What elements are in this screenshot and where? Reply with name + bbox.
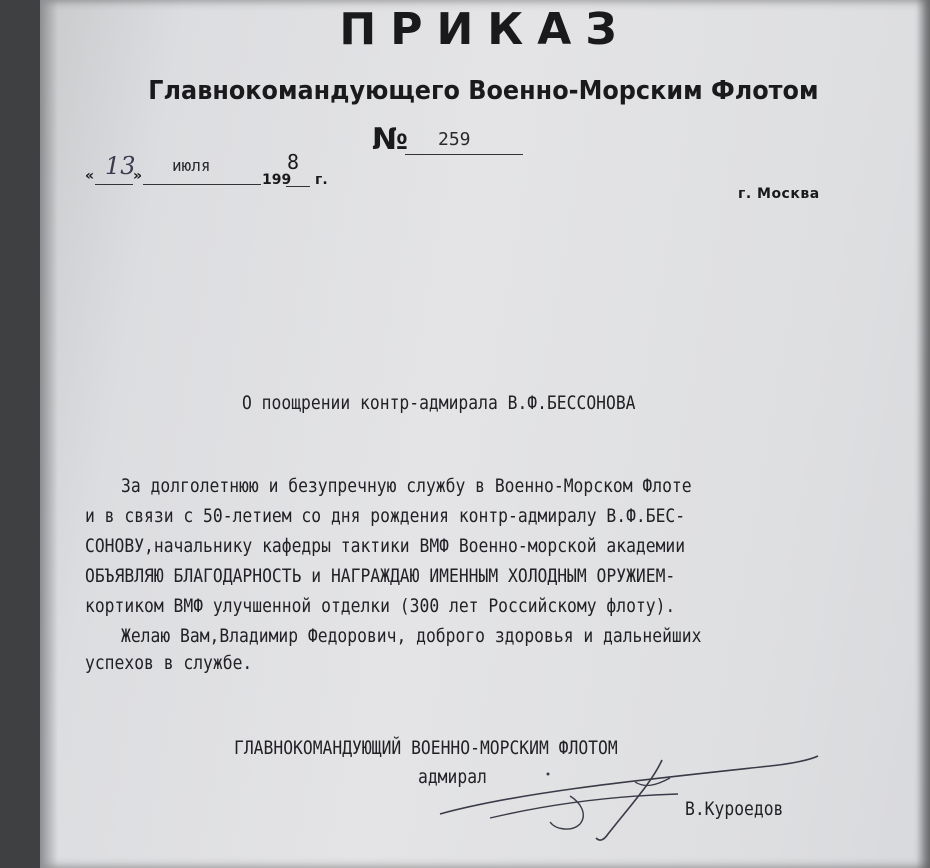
body-line: СОНОВУ,начальнику кафедры тактики ВМФ Военно-морской академии — [85, 535, 686, 557]
date-open-quote: « — [85, 168, 95, 184]
date-close-quote: » — [133, 168, 143, 184]
number-sign: № — [372, 122, 409, 157]
day-underline — [95, 184, 133, 185]
body-line: ОБЪЯВЛЯЮ БЛАГОДАРНОСТЬ и НАГРАЖДАЮ ИМЕННЫМ ХОЛОДНЫМ ОРУЖИЕМ- — [85, 565, 676, 587]
page-right-edge — [916, 0, 930, 868]
signatory-rank: адмирал — [418, 766, 487, 788]
date-month: июля — [172, 156, 211, 175]
date-year-suffix: г. — [315, 172, 328, 188]
page-binding-shadow — [40, 0, 58, 868]
body-line: За долголетнюю и безупречную службу в Военно-Морском Флоте — [121, 475, 692, 497]
body-line: и в связи с 50-летием со дня рождения контр-адмиралу В.Ф.БЕС- — [85, 505, 686, 527]
date-year-prefix: 199 — [262, 172, 292, 188]
order-subject: О поощрении контр-адмирала В.Ф.БЕССОНОВА — [242, 392, 636, 414]
signatory-name: В.Куроедов — [685, 798, 784, 820]
body-line: Желаю Вам,Владимир Федорович, доброго здоровья и дальнейших — [121, 625, 702, 647]
body-line: кортиком ВМФ улучшенной отделки (300 лет Российскому флоту). — [85, 595, 676, 617]
body-line: успехов в службе. — [85, 652, 253, 674]
date-year-digit: 8 — [287, 150, 300, 174]
number-underline — [405, 154, 523, 155]
signatory-position: ГЛАВНОКОМАНДУЮЩИЙ ВОЕННО-МОРСКИМ ФЛОТОМ — [234, 737, 618, 759]
year-underline — [286, 186, 310, 187]
document-subtitle: Главнокомандующего Военно-Морским Флотом — [148, 76, 819, 106]
month-underline — [143, 184, 261, 185]
city: г. Москва — [738, 186, 820, 202]
order-number: 259 — [438, 129, 471, 150]
document-title: ПРИКАЗ — [339, 4, 631, 55]
date-day: 13 — [105, 152, 136, 180]
